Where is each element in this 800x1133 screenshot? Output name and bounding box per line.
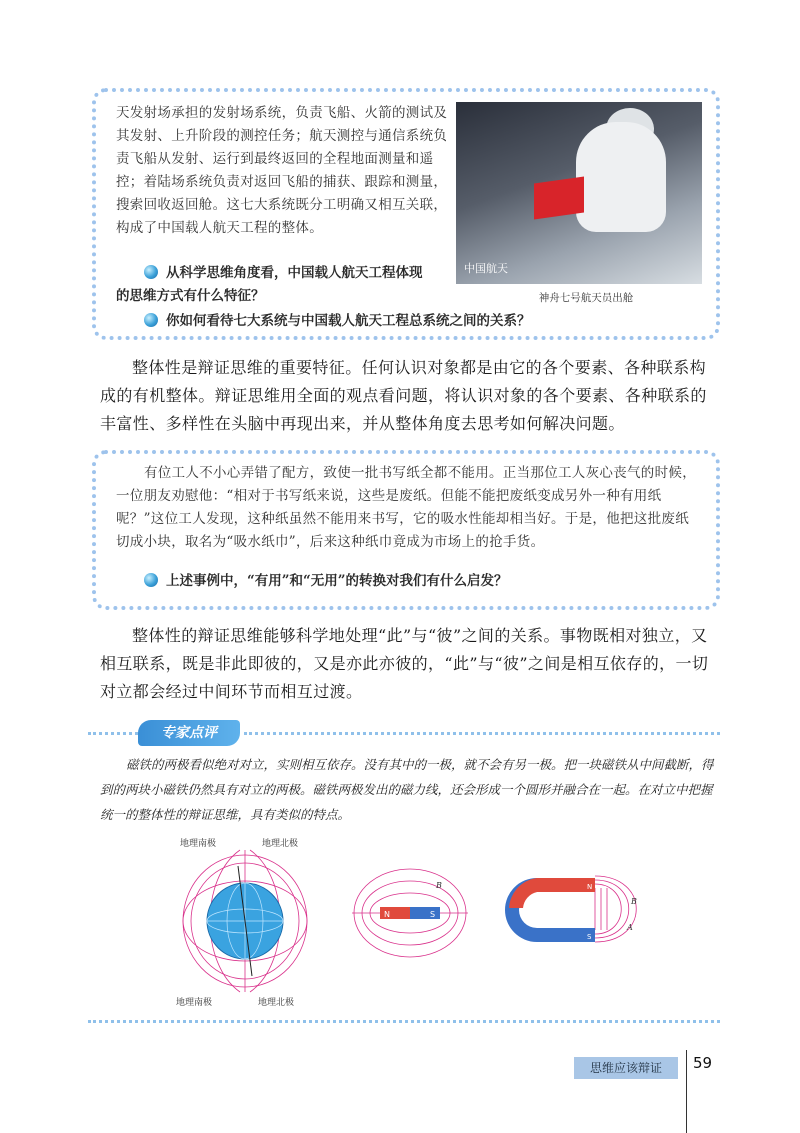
astronaut-photo bbox=[456, 102, 702, 284]
question-1 bbox=[144, 262, 484, 285]
section-title-tab: 思维应该辩证 bbox=[574, 1057, 678, 1079]
expert-comment-title: 专家点评 bbox=[138, 720, 240, 746]
horseshoe-point-b: B bbox=[631, 897, 637, 906]
bar-magnet-diagram bbox=[350, 860, 470, 970]
question-2-text: 你如何看待七大系统与中国载人航天工程总系统之间的关系？ bbox=[166, 313, 531, 329]
case-box-space-program bbox=[92, 88, 720, 340]
bullet-icon bbox=[144, 313, 158, 327]
body-paragraph-1: 整体性是辩证思维的重要特征。任何认识对象都是由它的各个要素、各种联系构成的有机整体。辩证思维用全面的观点看问题，将认识对象的各个要素、各种联系的丰富性、多样性在头脑中再现出来，并从整体角度去思考如何解决问题。 bbox=[100, 358, 707, 433]
horseshoe-n: N bbox=[587, 883, 593, 891]
bar-point-b: B bbox=[436, 881, 442, 890]
label-geo-south-top: 地理南极 bbox=[180, 839, 217, 849]
case-box-paper bbox=[92, 450, 720, 610]
body-paragraph-2: 整体性的辩证思维能够科学地处理“此”与“彼”之间的关系。事物既相对独立，又相互联系，既是非此即彼的，又是亦此亦彼的，“此”与“彼”之间是相互依存的，一切对立都会经过中间环节而相互过渡。 bbox=[100, 626, 709, 701]
photo-watermark: 中国航天 bbox=[464, 262, 508, 275]
horseshoe-s: S bbox=[587, 933, 592, 941]
page-number: 59 bbox=[693, 1054, 713, 1072]
question-2 bbox=[144, 310, 531, 333]
horseshoe-point-a: A bbox=[627, 923, 633, 932]
label-geo-north-top: 地理北极 bbox=[262, 839, 299, 849]
case-text-paper: 有位工人不小心弄错了配方，致使一批书写纸全都不能用。正当那位工人灰心丧气的时候，一位朋友劝慰他：“相对于书写纸来说，这些是废纸。但能不能把废纸变成另外一种有用纸呢？”这位工人发现，这种纸虽然不能用来书写，它的吸水性能却相当好。于是，他把这批废纸切成小块，取名为“吸水纸巾”，后来这种纸巾竟成为市场上的抢手货。 bbox=[116, 465, 696, 550]
divider-dotted-bottom bbox=[88, 1020, 720, 1023]
footer-vertical-rule bbox=[686, 1050, 687, 1133]
astronaut-suit bbox=[576, 122, 666, 232]
expert-comment-text: 磁铁的两极看似绝对对立，实则相互依存。没有其中的一极，就不会有另一极。把一块磁铁从中间截断，得到的两块小磁铁仍然具有对立的两极。磁铁两极发出的磁力线，还会形成一个圆形并融合在一起。在对立中把握统一的整体性的辩证思维，具有类似的特点。 bbox=[100, 757, 714, 822]
divider-dotted bbox=[244, 732, 720, 735]
bullet-icon bbox=[144, 573, 158, 587]
question-1-cont: 的思维方式有什么特征？ bbox=[116, 288, 265, 304]
label-geo-south-bottom: 地理南极 bbox=[176, 998, 213, 1008]
case-text-space: 天发射场承担的发射场系统，负责飞船、火箭的测试及其发射、上升阶段的测控任务；航天测控与通信系统负责飞船从发射、运行到最终返回的全程地面测量和遥控；着陆场系统负责对返回飞船的捕获、跟踪和测量，搜索回收返回舱。这七大系统既分工明确又相互关联，构成了中国载人航天工程的整体。 bbox=[116, 105, 448, 236]
china-flag bbox=[534, 176, 584, 219]
bar-magnet-n: N bbox=[384, 910, 390, 919]
bar-magnet-s: S bbox=[430, 910, 436, 919]
bullet-icon bbox=[144, 265, 158, 279]
photo-caption: 神舟七号航天员出舱 bbox=[538, 292, 634, 304]
label-geo-north-bottom: 地理北极 bbox=[258, 998, 295, 1008]
question-1-text: 从科学思维角度看，中国载人航天工程体现 bbox=[166, 265, 423, 281]
question-3-text: 上述事例中，“有用”和“无用”的转换对我们有什么启发？ bbox=[166, 573, 508, 589]
earth-magnetic-field-diagram bbox=[180, 848, 310, 994]
horseshoe-magnet-diagram bbox=[505, 870, 655, 950]
divider-dotted bbox=[88, 732, 138, 735]
question-3 bbox=[144, 570, 508, 593]
